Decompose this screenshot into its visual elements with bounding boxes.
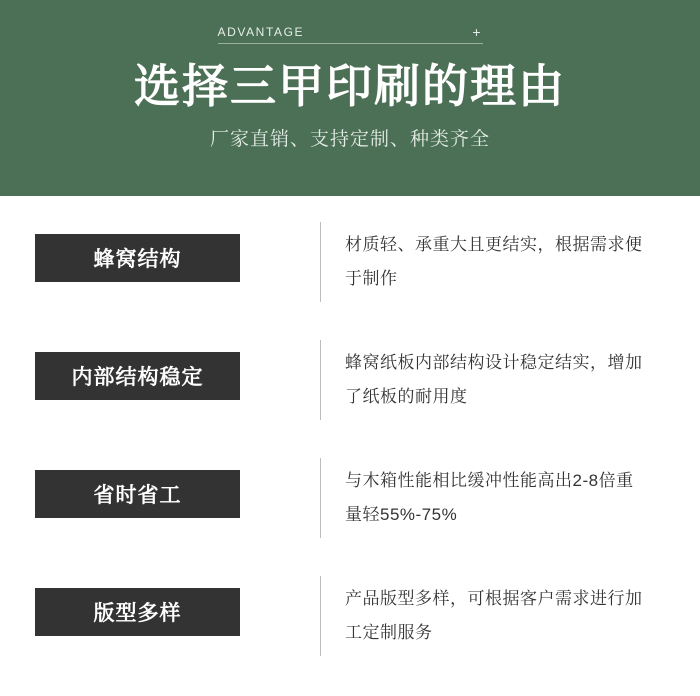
page-subtitle: 厂家直销、支持定制、种类齐全 (209, 129, 490, 150)
banner-eyebrow-label: ADVANTAGE (217, 24, 305, 39)
plus-icon: + (472, 23, 481, 40)
feature-description: 蜂窝纸板内部结构设计稳定结实，增加了纸板的耐用度 (345, 353, 643, 406)
feature-divider (320, 340, 321, 420)
list-item (0, 340, 700, 458)
banner-eyebrow-row (218, 20, 483, 44)
feature-tag: 省时省工 (35, 470, 240, 518)
header-banner (0, 0, 700, 196)
feature-tag: 内部结构稳定 (35, 352, 240, 400)
feature-description: 材质轻、承重大且更结实，根据需求便于制作 (345, 235, 643, 288)
list-item (0, 576, 700, 694)
feature-tag: 版型多样 (35, 588, 240, 636)
feature-list (0, 196, 700, 694)
list-item (0, 222, 700, 340)
feature-divider (320, 576, 321, 656)
feature-tag: 蜂窝结构 (35, 234, 240, 282)
page-title: 选择三甲印刷的理由 (134, 60, 566, 112)
feature-divider (320, 458, 321, 538)
feature-divider (320, 222, 321, 302)
feature-description: 与木箱性能相比缓冲性能高出2-8倍重量轻55%-75% (345, 471, 634, 524)
feature-description: 产品版型多样，可根据客户需求进行加工定制服务 (345, 589, 643, 642)
list-item (0, 458, 700, 576)
